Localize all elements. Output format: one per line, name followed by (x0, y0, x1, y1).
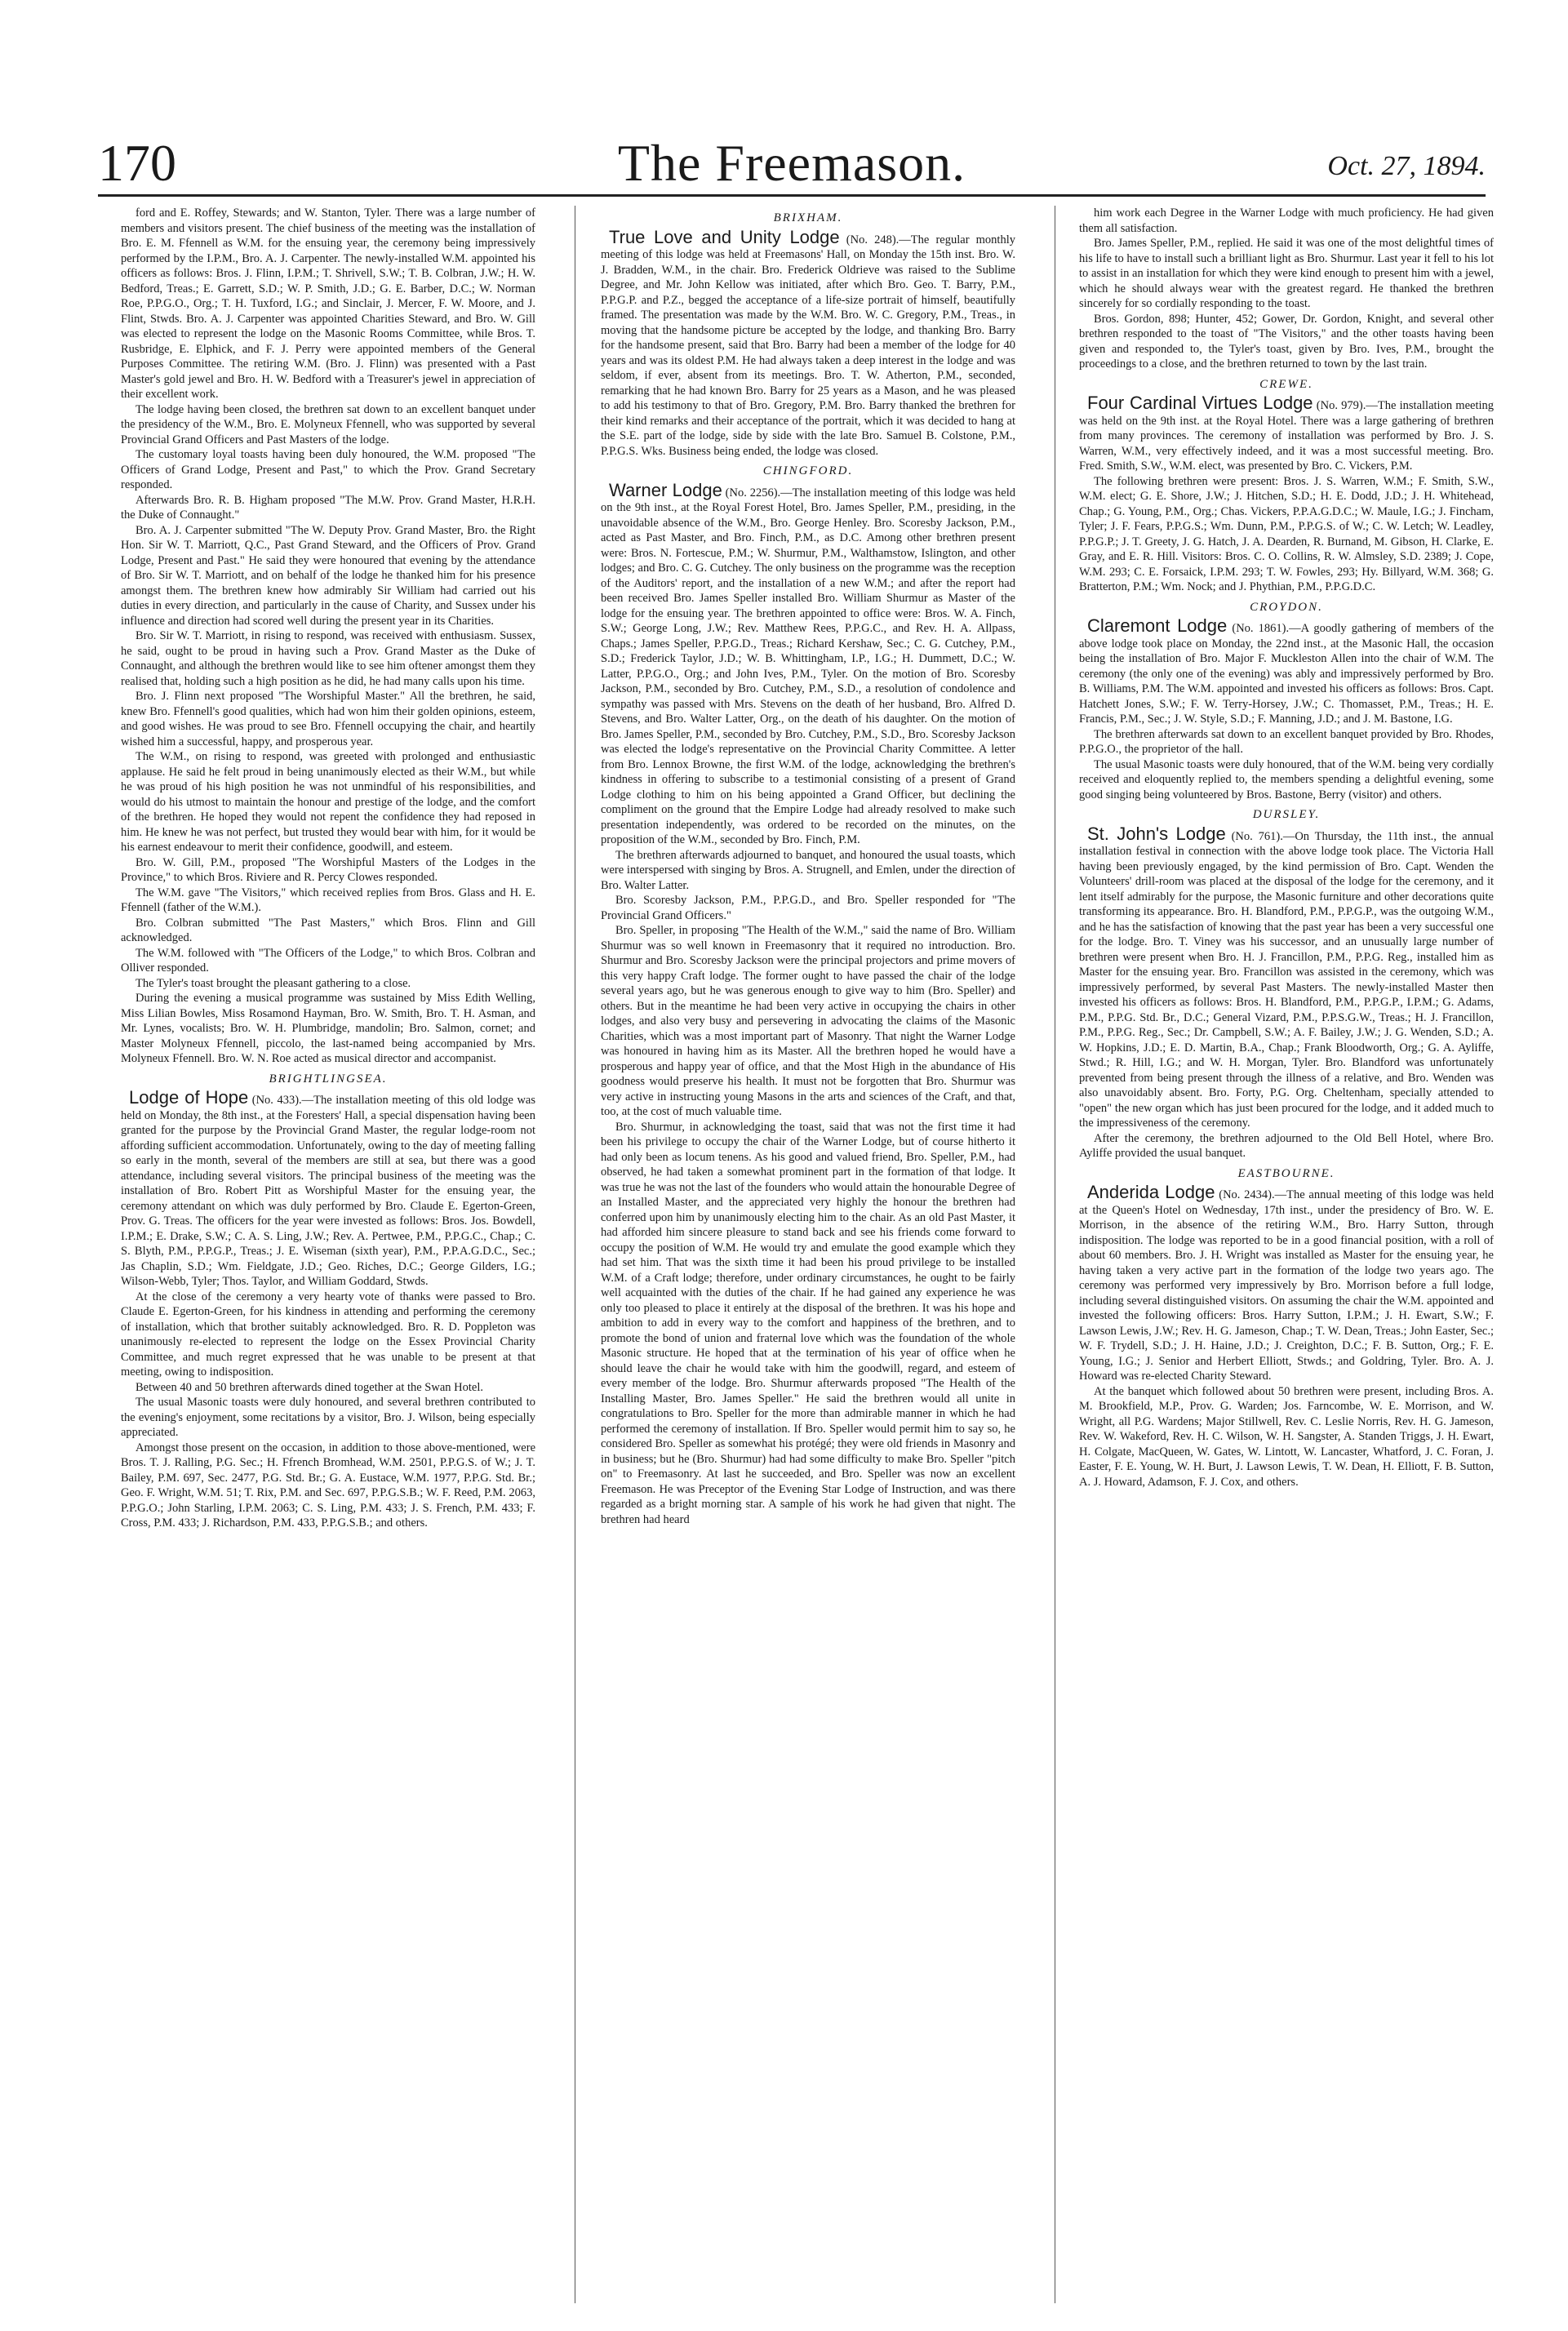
article-paragraph: The usual Masonic toasts were duly honoured, that of the W.M. being very cordially received and eloquently replied to, the members spending a delightful evening, some good singing being volunteered by Bros. Bastone, Berry (visitor) and others. (1079, 757, 1494, 801)
place-heading: CHINGFORD. (762, 464, 854, 477)
article-paragraph: Afterwards Bro. R. B. Higham proposed "The M.W. Prov. Grand Master, H.R.H. the Duke of Connaught." (121, 493, 535, 522)
paper-title: The Freemason. (617, 134, 966, 192)
lodge-name: Lodge of Hope (129, 1087, 249, 1108)
lodge-report (601, 228, 1015, 460)
lodge-report (1079, 1183, 1494, 1384)
article-text: —The installation meeting of this lodge was held on the 9th inst., at the Royal Forest Hotel, Bro. James Speller, P.M., presiding, in the unavoidable absence of the W.M., Bro. George Henley. Bro. Scoresby Jackson, P.M., acted as Past Master, and Bro. Finch, P.M., as D.C. Among other brethren present were: Bros. N. Fortescue, P.M.; W. Shurmur, P.M., Walthamstow, Islington, and other lodges; and Bro. C. G. Cutchey. The only business on the programme was the reception of the Auditors' report, and the installation of a new W.M.; and after the report had been received Bro. James Speller installed Bro. William Shurmur as Master of the lodge for the ensuing year. The brethren appointed to office were: Bros. W. A. Finch, S.W.; George Long, J.W.; Rev. Matthew Rees, P.P.G.C., and Rev. H. A. Allpass, Chaps.; James Speller, P.P.G.D., Treas.; Richard Kershaw, Sec.; C. G. Cutchey, P.M., S.D.; Frederick Taylor, J.D.; W. B. Whittingham, I.P., I.G.; H. Dummett, D.C.; W. Latter, P.P.G.O., Org.; and John Ives, P.M., Tyler. On the motion of Bro. Scoresby Jackson, P.M., seconded by Bro. Cutchey, P.M., S.D., a resolution of condolence and sympathy was passed with Mrs. Stevens on the death of her husband, Bro. Alfred D. Stevens, and Bro. Walter Latter, Org., on the death of his daughter. On the motion of Bro. James Speller, P.M., seconded by Bro. Cutchey, P.M., S.D., Bro. Scoresby Jackson was elected the lodge's representative on the Provincial Charity Committee. A letter from Bro. Lennox Browne, the first W.M. of the lodge, acknowledging the brethren's kindness in offering to subscribe to a testimonial consisting of a present of Grand Lodge clothing to him on his being appointed a Grand Officer, but declining the compliment on the ground that the Empire Lodge had already resolved to make such presentation independently, was ordered to be recorded on the minutes, on the proposition of the W.M., seconded by Bro. Finch, P.M. (601, 486, 1015, 846)
lodge-report (1079, 824, 1494, 1131)
article-paragraph: The brethren afterwards sat down to an excellent banquet provided by Bro. Rhodes, P.P.G.O., the proprietor of the hall. (1079, 727, 1494, 756)
article-paragraph: Amongst those present on the occasion, in addition to those above-mentioned, were Bros. T. J. Ralling, P.G. Sec.; H. Ffrench Bromhead, W.M. 2501, P.P.G.S. of W.; J. T. Bailey, P.M. 697, Sec. 2477, P.G. Std. Br.; G. A. Eustace, W.M. 1977, P.P.G. Std. Br.; Geo. F. Wright, W.M. 51; T. Rix, P.M. and Sec. 697, P.P.G.S.B.; W. F. Reed, P.M. 2063, P.P.G.O.; John Starling, I.P.M. 2063; C. S. Ling, P.M. 433; J. S. French, P.M. 433; F. Cross, P.M. 433; J. Richardson, P.M. 433, P.P.G.S.B.; and others. (121, 1441, 535, 1530)
article-paragraph: The W.M., on rising to respond, was greeted with prolonged and enthusiastic applause. He said he felt proud in being unanimously elected as their W.M., but while he was proud of his high position he was not unmindful of his responsibilities, and would do his utmost to maintain the honour and prestige of the lodge, and the comfort of the brethren. He hoped they would not repent the confidence they had reposed in him. He knew he was not perfect, but trusted they would bear with him, for it would be his earnest endeavour to merit their confidence, goodwill, and esteem. (121, 750, 535, 854)
article-text: —The installation meeting of this old lodge was held on Monday, the 8th inst., at the Foresters' Hall, a special dispensation having been granted for the purpose by the Provincial Grand Master, the regular lodge-room not affording sufficient accommodation. Unfortunately, owing to the day of meeting falling so early in the month, several of the members are still at sea, but there was a good attendance, including several visitors. The principal business of the meeting was the installation of Bro. Robert Pitt as Worshipful Master for the ensuing year, the ceremony attendant on which was duly performed by Bro. Claude E. Egerton-Green, Prov. G. Treas. The officers for the year were invested as follows: Bros. Jos. Bowdell, I.P.M.; E. Drake, S.W.; C. A. S. Ling, J.W.; Rev. A. Pertwee, P.M., P.P.G.C., Chap.; C. S. Blyth, P.M., P.P.G.P., Treas.; J. E. Wiseman (sixth year), P.M., P.P.A.G.D.C., Sec.; Jas Chaplin, S.D.; Wm. Fieldgate, J.D.; Geo. Riches, D.C.; George Gilders, I.G.; Wilson-Webb, Tyler; Thos. Taylor, and William Goddard, Stwds. (121, 1094, 535, 1288)
lodge-number: (No. 248). (846, 233, 899, 246)
place-heading: BRIGHTLINGSEA. (269, 1072, 388, 1086)
article-paragraph: Bros. Gordon, 898; Hunter, 452; Gower, Dr. Gordon, Knight, and several other brethren responded to the toast of "The Visitors," and the other toasts having been given and responded to, the Tyler's toast, given by Bro. Ives, P.M., brought the proceedings to a close, and the brethren returned to town by the last train. (1079, 312, 1494, 371)
article-paragraph: Bro. W. Gill, P.M., proposed "The Worshipful Masters of the Lodges in the Province," to which Bros. Riviere and R. Percy Clowes responded. (121, 855, 535, 884)
lodge-name: True Love and Unity Lodge (609, 226, 840, 247)
place-heading: CROYDON. (1250, 600, 1323, 614)
masthead (98, 131, 1486, 196)
article-paragraph: At the banquet which followed about 50 brethren were present, including Bros. A. M. Brookfield, M.P., Prov. G. Warden; Jos. Farncombe, W. E. Morrison, and W. Wright, all P.G. Wardens; Major Stillwell, Rev. C. Leslie Norris, Rev. H. G. Jameson, Rev. W. Wakeford, Rev. H. C. Wilson, W. H. Sangster, A. Standen Triggs, J. H. Ewart, H. Colgate, MacQueen, W. Gates, W. Lintott, W. Lancaster, Whatford, J. C. Foran, J. Easter, F. E. Young, W. H. Burt, J. Lawson Lewis, T. W. Dean, H. Elliott, F. B. Sutton, A. J. Howard, Adamson, F. J. Cox, and others. (1079, 1384, 1494, 1489)
lodge-name: St. John's Lodge (1087, 823, 1226, 844)
article-paragraph: The customary loyal toasts having been duly honoured, the W.M. proposed "The Officers of Grand Lodge, Present and Past," to which the Prov. Grand Secretary responded. (121, 448, 535, 491)
article-paragraph: Bro. Sir W. T. Marriott, in rising to respond, was received with enthusiasm. Sussex, he said, ought to be proud in having such a Prov. Grand Master as the Duke of Connaught, and although the brethren would like to see him oftener amongst them they realised that, holding such a high position as he did, he had many calls upon his time. (121, 629, 535, 688)
article-paragraph: The Tyler's toast brought the pleasant gathering to a close. (135, 976, 411, 990)
column-1 (121, 206, 535, 2303)
place-heading: DURSLEY. (1252, 808, 1321, 821)
issue-date: Oct. 27, 1894. (1327, 151, 1486, 181)
lodge-report (121, 1088, 535, 1290)
lodge-number: (No. 979). (1316, 399, 1366, 412)
masthead-rule (98, 194, 1486, 197)
article-paragraph: After the ceremony, the brethren adjourned to the Old Bell Hotel, where Bro. Ayliffe provided the usual banquet. (1079, 1131, 1494, 1160)
lodge-report (601, 481, 1015, 848)
lodge-name: Four Cardinal Virtues Lodge (1087, 393, 1313, 413)
article-paragraph: ford and E. Roffey, Stewards; and W. Stanton, Tyler. There was a large number of members and visitors present. The chief business of the meeting was the installation of Bro. E. M. Ffennell as W.M. for the ensuing year, the ceremony being impressively performed by the I.P.M., Bro. A. J. Carpenter. The newly-installed W.M. appointed his officers as follows: Bros. J. Flinn, I.P.M.; T. Shrivell, S.W.; T. B. Colbran, J.W.; H. W. Bedford, Treas.; E. Garrett, S.D.; W. P. Smith, J.D.; G. E. Barber, D.C.; W. Norman Roe, P.P.G.O., Org.; T. H. Tuxford, I.G.; and Sinclair, J. Mercer, F. W. Moore, and J. Flint, Stwds. Bro. A. J. Carpenter was appointed Charities Steward, and Bro. W. Gill was elected to represent the lodge on the Masonic Rooms Committee, while Bros. T. Rusbridge, E. Elphick, and F. J. Perry were appointed members of the General Purposes Committee. The retiring W.M. (Bro. J. Flinn) was presented with a Past Master's gold jewel and Bro. H. W. Bedford with a Treasurer's jewel in appreciation of their excellent work. (121, 206, 535, 401)
lodge-number: (No. 2434). (1219, 1188, 1275, 1201)
lodge-number: (No. 2256). (725, 486, 781, 500)
column-2 (601, 206, 1015, 2303)
article-paragraph: The W.M. followed with "The Officers of the Lodge," to which Bros. Colbran and Olliver responded. (121, 946, 535, 975)
article-paragraph: Bro. Speller, in proposing "The Health of the W.M.," said the name of Bro. William Shurmur was so well known in Freemasonry that it required no introduction. Bro. Shurmur and Bro. Scoresby Jackson were the principal projectors and prime movers of this very happy Craft lodge. The former ought to have passed the chair of the lodge several years ago, but he was generous enough to give way to him (Bro. Speller) and others. But in the meantime he had been very active in occupying the chairs in other lodges, and also very busy and persevering in advocating the claims of the Masonic Charities, which was a most important part of Masonry. That night the Warner Lodge was honoured in having him as its Master. All the brethren hoped he would have a prosperous and happy year of office, and that the Most High in the abundance of His goodness would preserve his health. It must not be forgotten that Bro. Shurmur was very active in instructing young Masons in the arts and sciences of the Craft, and that, too, at the cost of much valuable time. (601, 924, 1015, 1118)
article-paragraph: him work each Degree in the Warner Lodge with much proficiency. He had given them all satisfaction. (1079, 206, 1494, 235)
lodge-name: Warner Lodge (609, 479, 722, 500)
place-heading: CREWE. (1259, 377, 1313, 391)
page-number: 170 (98, 134, 176, 192)
article-paragraph: During the evening a musical programme was sustained by Miss Edith Welling, Miss Lilian Bowles, Miss Rosamond Hayman, Bro. W. Smith, Bro. T. H. Asman, and Mr. Lynes, vocalists; Bro. W. H. Plumbridge, mandolin; Bro. Salmon, cornet; and Master Molyneux Ffennell, piccolo, the last-named being accompanied by Mrs. Molyneux Ffennell. Bro. W. N. Roe acted as musical director and accompanist. (121, 992, 535, 1065)
article-paragraph: Bro. A. J. Carpenter submitted "The W. Deputy Prov. Grand Master, Bro. the Right Hon. Sir W. T. Marriott, Q.C., Past Grand Steward, and the Officers of Prov. Grand Lodge, Present and Past." He said they were honoured that evening by the attendance of Bro. Sir W. T. Marriott, and on behalf of the lodge he thanked him for his presence amongst them. The brethren knew how admirably Sir William had carried out his duties in every direction, and particularly in the cause of Charity, and Sussex under his influence and direction had scored well during the present year in its Charities. (121, 523, 535, 628)
article-paragraph: The W.M. gave "The Visitors," which received replies from Bros. Glass and H. E. Ffennell (father of the W.M.). (121, 886, 535, 914)
article-paragraph: Bro. Shurmur, in acknowledging the toast, said that was not the first time it had been his privilege to occupy the chair of the Warner Lodge, but of course hitherto it had only been as locum tenens. As his good and valued friend, Bro. Speller, P.M., had observed, he had taken a somewhat prominent part in the formation of that lodge. It was true he was not the last of the founders who would attain the honourable Degree of an Installed Master, and the appreciated very highly the honour the brethren had conferred upon him by unanimously electing him to the chair. As an old Past Master, it had afforded him sincere pleasure to stand back and see his friends come forward to occupy the position of W.M. He would try and emulate the good example which they had set him. That was the sixth time it had been his proud privilege to be installed W.M. of a Craft lodge; therefore, under ordinary circumstances, he ought to be fairly well acquainted with the duties of the chair. If he had gained any experience he was only too pleased to place it entirely at the disposal of the brethren. It was his hope and ambition to add in every way to the comfort and happiness of the brethren, and to promote the bond of union and fraternal love which was the foundation of the whole Masonic structure. He hoped that at the termination of his year of office when he should leave the chair he would take with him the goodwill, regard, and esteem of every member of the lodge. Bro. Shurmur afterwards proposed "The Health of the Installing Master, Bro. James Speller." He said the brethren would all unite in congratulations to Bro. Speller for the more than admirable manner in which he had performed the ceremony of installation. If Bro. Speller would permit him to say so, he considered Bro. Speller as somewhat his protégé; they were old friends in Masonry and in business; but he (Bro. Shurmur) had had some difficulty to make Bro. Speller "pitch on" to Freemasonry. At last he succeeded, and Bro. Speller was now an excellent Freemason. He was Preceptor of the Evening Star Lodge of Instruction, and was there regarded as a bright morning star. A sample of his work he had given that night. The brethren had heard (601, 1120, 1015, 1526)
article-paragraph: The usual Masonic toasts were duly honoured, and several brethren contributed to the evening's enjoyment, some recitations by a visitor, Bro. J. Wilson, being especially appreciated. (121, 1396, 535, 1439)
article-paragraph: Bro. Colbran submitted "The Past Masters," which Bros. Flinn and Gill acknowledged. (121, 916, 535, 944)
article-paragraph: Bro. James Speller, P.M., replied. He said it was one of the most delightful times of his life to have to install such a brilliant light as Bro. Shurmur. Last year it fell to his lot to assist in an installation for which they were kind enough to present him with a jewel, which he should always wear with the greatest regard. He thanked the brethren sincerely for so cordially responding to the toast. (1079, 237, 1494, 310)
article-paragraph: At the close of the ceremony a very hearty vote of thanks were passed to Bro. Claude E. Egerton-Green, for his kindness in attending and performing the ceremony of installation, which that brother suitably acknowledged. Bro. R. D. Poppleton was unanimously re-elected to represent the lodge on the Essex Provincial Charity Committee, and much regret expressed that he was unable to be present at that meeting, owing to indisposition. (121, 1290, 535, 1379)
article-text: —The regular monthly meeting of this lodge was held at Freemasons' Hall, on Monday the 15th inst. Bro. W. J. Bradden, W.M., in the chair. Bro. Frederick Oldrieve was raised to the Sublime Degree, and Mr. John Kellow was initiated, after which Bro. Geo. T. Barry, P.M., P.P.G.P. and P.Z., begged the acceptance of a life-size portrait of himself, beautifully framed. The presentation was made by the W.M. Bro. W. C. Gregory, P.M., Treas., in moving that the handsome picture be accepted by the lodge, and thanking Bro. Barry for the handsome present, said that Bro. Barry had been a member of the lodge for 40 years and was its oldest P.M. He had always taken a deep interest in the lodge and was seldom, if ever, absent from its meetings. Bro. T. W. Atherton, P.M., seconded, remarking that he had known Bro. Barry for 25 years as a Mason, and he was pleased to add his testimony to that of Bro. Gregory, P.M. Bro. Barry thanked the brethren for their kind remarks and their acceptance of the portrait, which it was decided to hang at the S.E. part of the lodge, side by side with the late Bro. Samuel B. Colstone, P.M., P.P.G.S. Wks. Business being ended, the lodge was closed. (601, 233, 1015, 458)
lodge-report (1079, 393, 1494, 474)
lodge-name: Anderida Lodge (1087, 1182, 1215, 1202)
lodge-name: Claremont Lodge (1087, 615, 1228, 636)
article-text: —On Thursday, the 11th inst., the annual installation festival in connection with the above lodge took place. The Victoria Hall having been previously engaged, by the kind permission of Bro. Capt. Wenden the Volunteers' drill-room was placed at the disposal of the lodge for the ceremony, and it lent itself admirably for the purpose, the Masonic furniture and other decorations quite transforming its appearance. Bro. H. Blandford, P.M., P.P.G.P., was the outgoing W.M., and he has the satisfaction of knowing that the past year has been a very successful one for the lodge. Bro. T. Viney was his successor, and an unusually large number of brethren were present when Bro. H. J. Francillon, P.M., P.P.G. Reg., installed him as Master for the ensuing year. Bro. Francillon was assisted in the ceremony, which was impressively performed, by several Past Masters. The newly-installed Master then invested his officers as follows: Bros. H. Blandford, P.M., P.P.G.P., I.P.M.; G. Adams, P.M., P.P.G. Std. Br., D.C.; General Vizard, P.M., P.P.S.G.W., Treas.; H. J. Francillon, P.M., P.P.G. Reg., Sec.; Dr. Campbell, S.W.; A. F. Bailey, J.W.; J. G. Wenden, S.D.; A. W. Hopkins, J.D.; E. D. Martin, B.A., Chap.; Frank Bloodworth, Org.; G. A. Ayliffe, Stwd.; R. Hill, I.G.; and W. H. Morgan, Tyler. Bro. Blandford was unfortunately prevented from being present through the illness of a relative, and Bro. Wenden was also unavoidably absent. Bro. Forty, P.G. Org. Cheltenham, specially attended to "open" the new organ which has just been procured for the lodge, and it added much to the impressiveness of the ceremony. (1079, 829, 1494, 1130)
column-3 (1079, 206, 1494, 2303)
article-paragraph: The brethren afterwards adjourned to banquet, and honoured the usual toasts, which were interspersed with singing by Bros. A. Strugnell, and Emlen, under the direction of Bro. Walter Latter. (601, 848, 1015, 892)
article-paragraph: The following brethren were present: Bros. J. S. Warren, W.M.; F. Smith, S.W., W.M. elect; G. E. Shore, J.W.; J. Hitchen, S.D.; H. E. Dodd, J.D.; J. H. Whitehead, Chap.; G. Young, P.M., Org.; Chas. Vickers, P.P.A.G.D.C.; W. Maule, I.G.; J. Fincham, Tyler; J. F. Fears, P.P.G.S.; Wm. Dunn, P.M., P.P.G.S. of W.; C. W. Letch; W. Leadley, P.P.G.P.; J. T. Greety, J. G. Hatch, J. A. Dearden, R. Burnand, M. Gibson, H. Clarke, E. Gray, and E. R. Hill. Visitors: Bros. C. O. Collins, R. W. Almsley, S.D. 2389; J. Cope, W.M. 293; C. E. Forsaick, I.P.M. 293; T. W. Fowles, 293; Hy. Billyard, W.M. 368; G. Bratterton, P.M.; Wm. Nock; and J. Phythian, P.M., P.P.G.D.C. (1079, 474, 1494, 593)
place-heading: BRIXHAM. (773, 211, 843, 224)
article-paragraph: The lodge having been closed, the brethren sat down to an excellent banquet under the presidency of the W.M., Bro. E. Molyneux Ffennell, who was supported by several Provincial Grand Officers and Past Masters of the lodge. (121, 402, 535, 446)
article-paragraph: Between 40 and 50 brethren afterwards dined together at the Swan Hotel. (135, 1380, 483, 1394)
article-text: —The annual meeting of this lodge was held at the Queen's Hotel on Wednesday, 17th inst., under the presidency of Bro. W. E. Morrison, in the absence of the retiring W.M., Bro. Harry Sutton, through indisposition. The lodge was reported to be in a good financial position, with a roll of about 60 members. Bro. J. H. Wright was installed as Master for the ensuing year, he having taken a very active part in the formation of the lodge two years ago. The ceremony was performed very impressively by Bro. Morrison before a full lodge, including several distinguished visitors. On assuming the chair the W.M. appointed and invested the following officers: Bros. Harry Sutton, I.P.M.; J. H. Ewart, S.W.; F. Lawson Lewis, J.W.; Rev. H. G. Jameson, Chap.; T. W. Dean, Treas.; John Easter, Sec.; W. F. Trydell, S.D.; J. H. Haine, J.D.; J. Creighton, D.C.; F. B. Sutton, Org.; F. E. Young, I.G.; J. Senior and Herbert Elliott, Stwds.; and Goldring, Tyler. Bro. A. J. Howard was re-elected Charity Steward. (1079, 1188, 1494, 1383)
lodge-number: (No. 1861). (1232, 622, 1290, 635)
lodge-number: (No. 433). (251, 1094, 302, 1107)
article-paragraph: Bro. J. Flinn next proposed "The Worshipful Master." All the brethren, he said, knew Bro. Ffennell's good qualities, which had won him their golden opinions, esteem, and good wishes. He was proud to see Bro. Ffennell occupying the chair, and heartily wished him a successful, happy, and prosperous year. (121, 690, 535, 748)
lodge-number: (No. 761). (1231, 829, 1283, 843)
article-text: —A goodly gathering of members of the above lodge took place on Monday, the 22nd inst., at the Masonic Hall, the occasion being the installation of Bro. Major F. Muckleston Allen into the chair of W.M. The ceremony (the only one of the evening) was ably and impressively performed by Bro. B. Williams, P.M. The W.M. appointed and invested his officers as follows: Bros. Capt. Hatchett Jones, S.W.; F. W. Terry-Horsey, J.W.; C. Thomasset, P.M., Treas.; H. E. Francis, P.M., Sec.; J. W. Style, S.D.; F. Manning, J.D.; and J. M. Bastone, I.G. (1079, 622, 1494, 726)
article-text: —The installation meeting was held on the 9th inst. at the Royal Hotel. There was a large gathering of brethren from many provinces. The ceremony of installation was performed by Bro. J. S. Warren, W.M., very effectively indeed, and it was a most successful meeting. Bro. Fred. Smith, S.W., W.M. elect, was presented by Bro. C. Vickers, P.M. (1079, 399, 1494, 473)
article-paragraph: Bro. Scoresby Jackson, P.M., P.P.G.D., and Bro. Speller responded for "The Provincial Grand Officers." (601, 894, 1015, 922)
place-heading: EASTBOURNE. (1237, 1166, 1335, 1180)
lodge-report (1079, 616, 1494, 727)
